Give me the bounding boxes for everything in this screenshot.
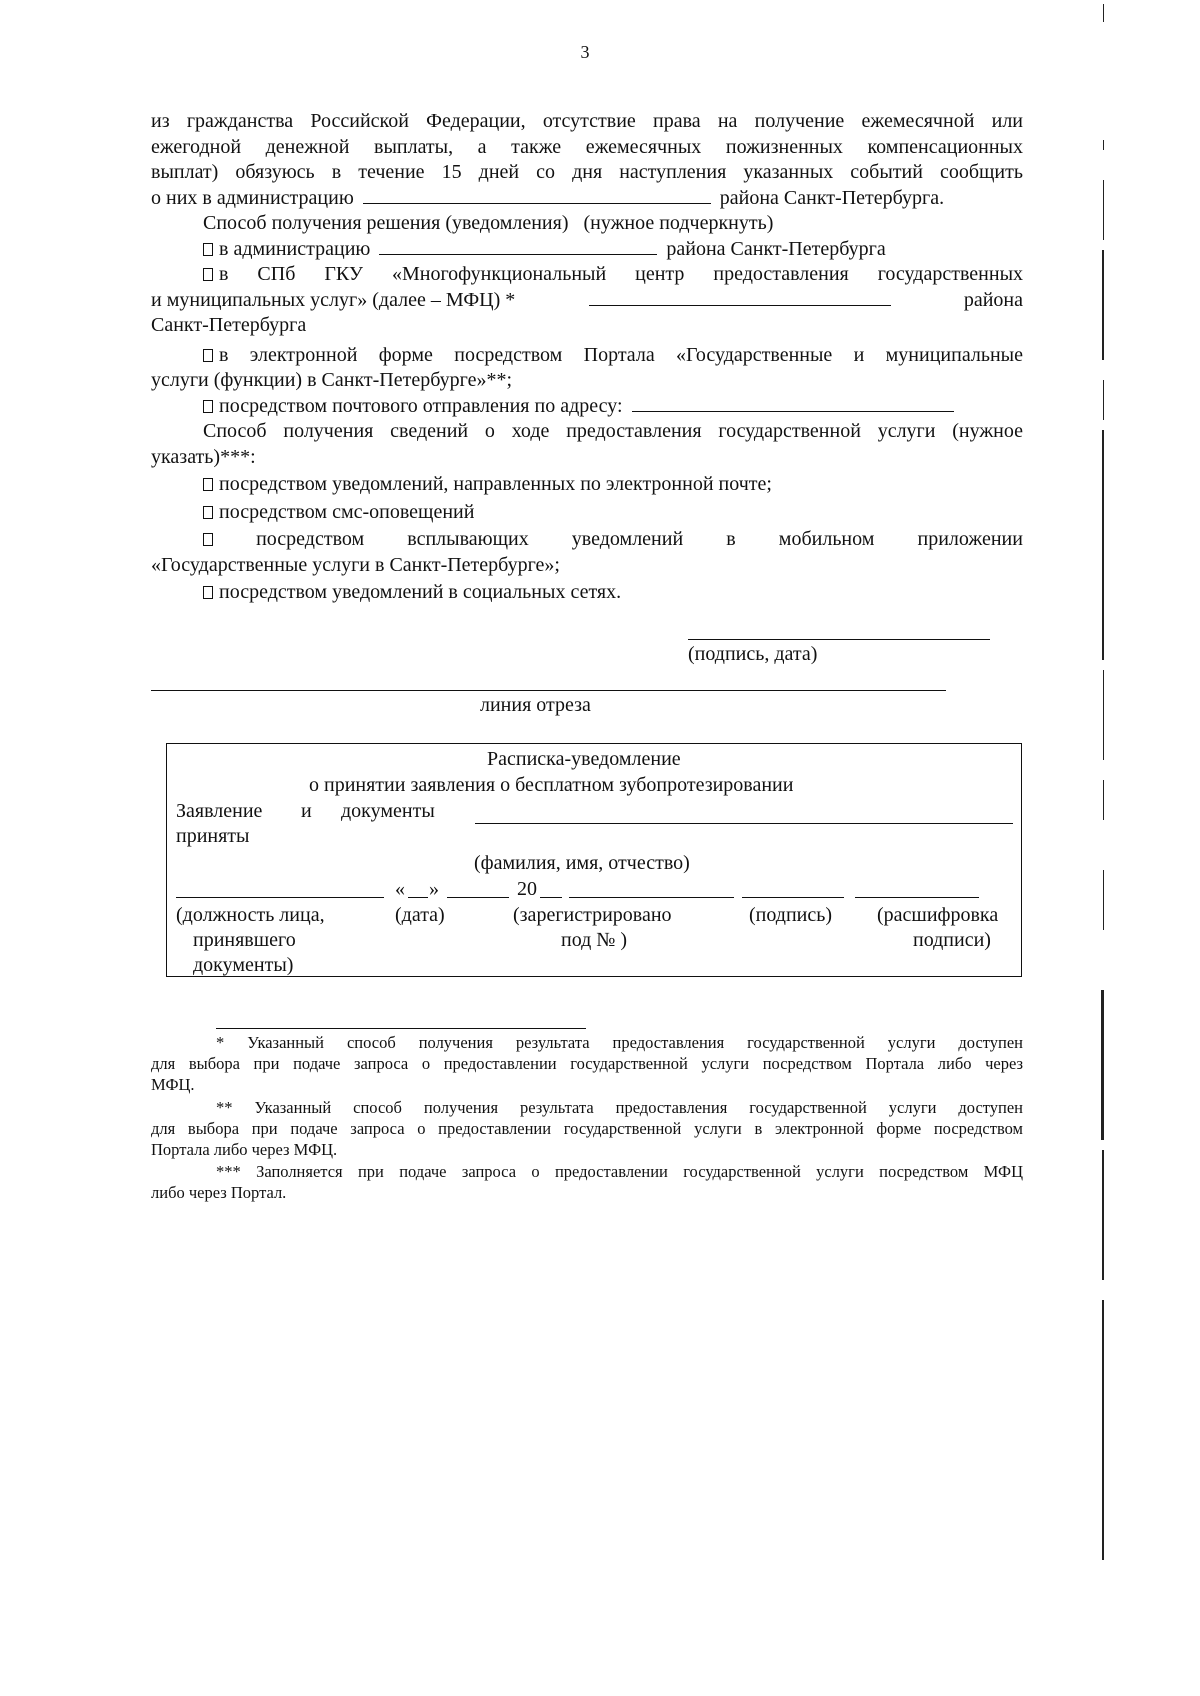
info-sms-checkbox[interactable] [203,506,213,519]
page-number: 3 [580,42,590,62]
option-portal-checkbox[interactable] [203,349,213,362]
signature-caption: (подпись, дата) [688,643,818,665]
accepted-line2: приняты [176,825,250,847]
option-admin [151,237,1023,263]
paragraph-line [151,186,1023,212]
col-position: (должность лица, [176,904,325,926]
year-prefix: 20 [517,878,537,900]
info-push-word: в [726,528,736,550]
signature-line[interactable] [688,639,990,640]
info-social-checkbox[interactable] [203,586,213,599]
day-blank[interactable] [408,897,428,898]
footnote [151,1032,1023,1095]
footnote-line [151,1161,1023,1182]
district-blank[interactable] [363,189,711,204]
col-position: документы) [193,954,294,976]
cut-line [151,690,946,691]
footnote-marker: * [216,1033,225,1052]
col-decoding: подписи) [913,929,991,951]
option-admin-label: в администрацию [219,237,371,260]
date-quote-open: « [395,878,405,900]
scan-edge-marks [1092,0,1110,1569]
signature-blank[interactable] [742,897,844,898]
receipt-subtitle: о принятии заявления о бесплатном зубопротезировании [309,774,794,796]
option-mfc [151,262,1023,288]
applicant-name-blank[interactable] [475,823,1013,824]
info-push-checkbox[interactable] [203,533,213,546]
option-portal-label: в электронной форме посредством Портала «Государственные и муниципальные [219,343,1023,366]
footnote-line: Портала либо через МФЦ. [151,1140,338,1159]
month-blank[interactable] [447,897,509,898]
paragraph-line: выплат) обязуюсь в течение 15 дней со дня наступления указанных событий сообщить [151,161,1023,183]
notify-admin-label: о них в администрацию [151,186,354,209]
option-mfc-suffix: района [963,288,1023,311]
application-body [151,109,1023,606]
option-mfc-label: в СПб ГКУ «Многофункциональный центр предоставления государственных [219,263,1023,285]
cut-line-caption: линия отреза [480,694,591,716]
footnote-text: Указанный способ получения результата предоставления государственной услуги доступен [247,1033,1023,1052]
footnote [151,1161,1023,1203]
position-blank[interactable] [176,897,384,898]
col-date: (дата) [395,904,445,926]
option-post-checkbox[interactable] [203,400,213,413]
option-admin-suffix: района Санкт-Петербурга [666,237,886,260]
info-social-label: посредством уведомлений в социальных сетях. [219,581,622,603]
paragraph-line: ежегодной денежной выплаты, а также ежемесячных пожизненных компенсационных [151,135,1023,158]
col-registered: (зарегистрировано [513,904,672,926]
date-quote-close: » [429,878,439,900]
info-heading-line2: указать)***: [151,445,256,468]
option-mfc-label-2: и муниципальных услуг» (далее – МФЦ) * [151,288,516,311]
info-push-word: мобильном [778,528,875,550]
info-push-line2: «Государственные услуги в Санкт-Петербурге»; [151,553,560,576]
footnote-separator [216,1028,586,1029]
decoding-blank[interactable] [855,897,979,898]
footnote-line [151,1032,1023,1053]
footnote [151,1097,1023,1160]
accepted-word: и [301,800,312,822]
option-mfc-checkbox[interactable] [203,268,213,281]
option-portal [151,343,1023,369]
accepted-word: Заявление [176,800,263,822]
col-decoding: (расшифровка [877,904,999,926]
footnote-text: Заполняется при подаче запроса о предоставлении государственной услуги посредством МФЦ [256,1162,1024,1181]
info-email [151,472,1023,498]
footnote-marker: *** [216,1162,241,1181]
receipt-title: Расписка-уведомление [487,748,681,770]
paragraph-line: из гражданства Российской Федерации, отсутствие права на получение ежемесячной или [151,110,1023,132]
footnote-text: Указанный способ получения результата предоставления государственной услуги доступен [254,1098,1023,1117]
info-sms-label: посредством смс-оповещений [219,500,475,523]
col-signature: (подпись) [749,904,833,926]
info-push-word: посредством [256,528,365,550]
footnote-line: либо через Портал. [151,1183,287,1202]
info-heading: Способ получения сведений о ходе предоставления государственной услуги (нужное [203,420,1023,442]
mfc-district-blank[interactable] [589,291,891,306]
notify-admin-suffix: района Санкт-Петербурга. [719,186,945,209]
accepted-word: документы [341,800,435,822]
method-heading: Способ получения решения (уведомления) (нужное подчеркнуть) [203,212,774,234]
option-post [151,394,1023,420]
info-push [151,527,1023,553]
footnote-marker: ** [216,1098,233,1117]
option-mfc-line2 [151,288,1023,314]
info-push-word: уведомлений [571,528,684,550]
info-sms [151,500,1023,526]
receipt-notice [166,743,1022,977]
option-portal-line2: услуги (функции) в Санкт-Петербурге»**; [151,369,513,391]
footnote-line [151,1097,1023,1118]
info-push-word: всплывающих [407,528,529,550]
option-post-label: посредством почтового отправления по адресу: [219,394,623,417]
col-registered: под № ) [561,929,628,951]
info-email-checkbox[interactable] [203,478,213,491]
admin-district-blank[interactable] [379,240,657,255]
registration-number-blank[interactable] [569,897,734,898]
year-blank[interactable] [540,897,562,898]
footnote-line: МФЦ. [151,1075,195,1094]
post-address-blank[interactable] [632,397,954,412]
info-push-word: приложении [917,528,1023,550]
footnote-line: для выбора при подаче запроса о предоставлении государственной услуги в электронной форме посредством [151,1119,1023,1138]
fio-caption: (фамилия, имя, отчество) [474,852,690,874]
footnote-line: для выбора при подаче запроса о предоставлении государственной услуги посредством Портала либо через [151,1054,1023,1073]
col-position: принявшего [193,929,296,951]
info-social [151,580,1023,606]
option-admin-checkbox[interactable] [203,243,213,256]
info-email-label: посредством уведомлений, направленных по электронной почте; [219,473,772,495]
option-mfc-line3: Санкт-Петербурга [151,314,307,336]
